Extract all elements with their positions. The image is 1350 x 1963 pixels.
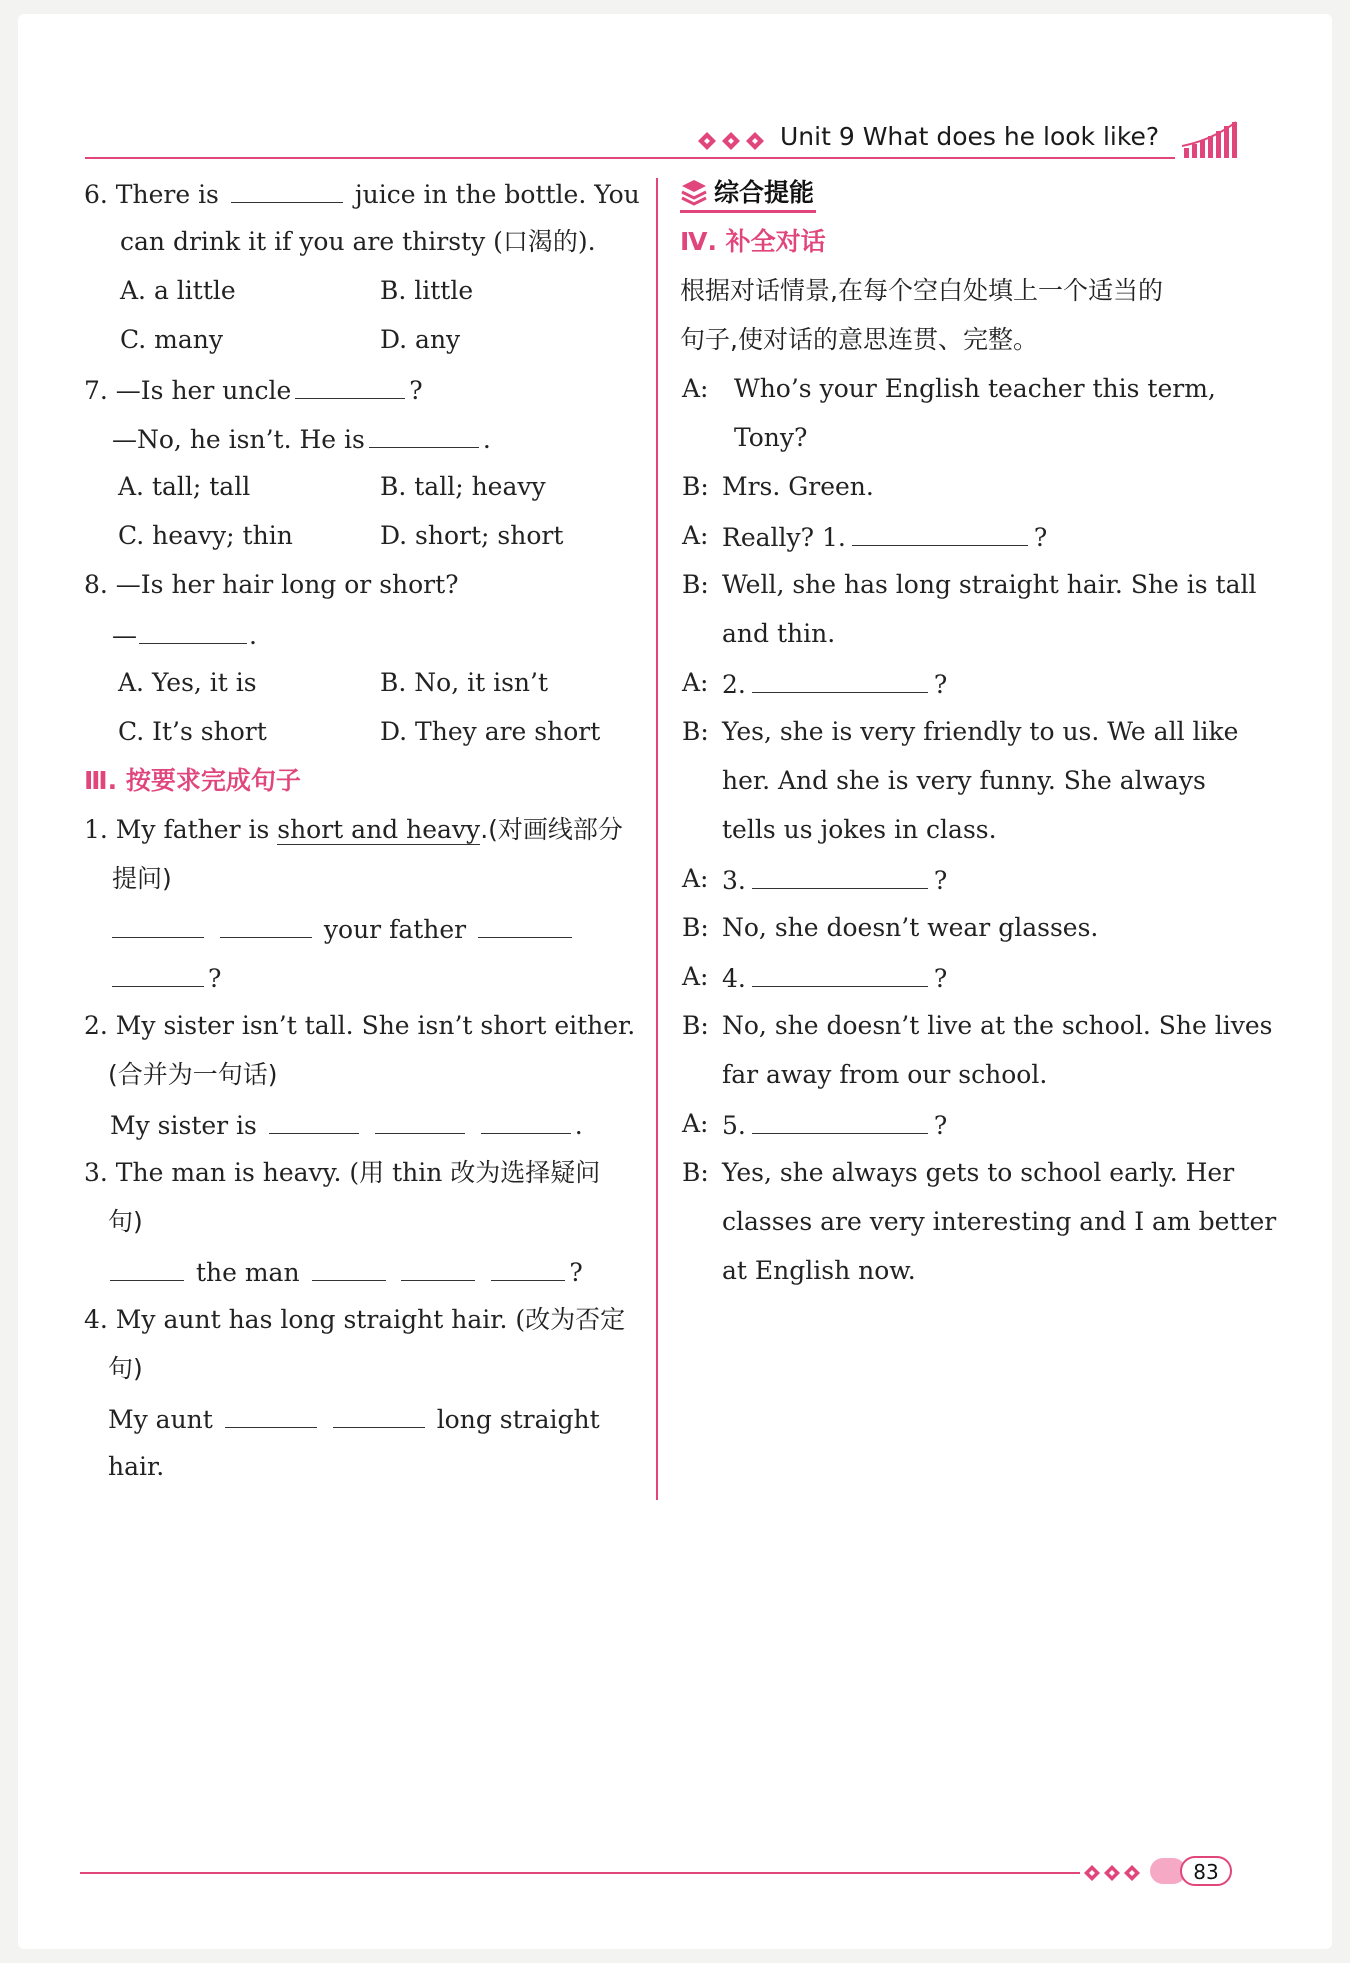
s3-item3-line1 [84,1148,644,1197]
q8-options-cd [84,707,644,756]
s3-item3-blank-4[interactable] [491,1246,565,1281]
s3-item2-blank-1[interactable] [269,1099,359,1134]
dialog-b3-cont1 [680,756,1250,805]
arrows-right-icon [696,128,776,154]
q6-stem-line2 [84,217,644,266]
q6-option-c[interactable]: C. many [120,325,223,354]
s3-item2-answer-line [84,1099,644,1148]
speaker-a: A: [682,864,709,893]
s3-item2-line1 [84,1001,644,1050]
s3-item4-text: 4. My aunt has long straight hair. (改为否定 [84,1305,626,1334]
arrows-left-icon [1082,1862,1146,1884]
speaker-b: B: [682,472,709,501]
instruction-line2: 句子,使对话的意思连贯、完整。 [680,325,1038,354]
dialog-b4 [680,903,1250,952]
q7-qmark: ? [409,376,423,405]
speaker-b: B: [682,1158,709,1187]
s3-item1-line1 [84,805,644,854]
q8-period: . [249,621,257,650]
s3-item4-answer-line [84,1393,644,1442]
s3-item2-blank-2[interactable] [375,1099,465,1134]
speaker-b: B: [682,913,709,942]
dialog-a4 [680,854,1250,903]
s3-item4-line2 [84,1344,644,1393]
badge-row [680,168,1250,217]
q7-option-c[interactable]: C. heavy; thin [118,521,293,550]
section-3-title: Ⅲ. 按要求完成句子 [84,766,301,795]
q8-option-d[interactable]: D. They are short [380,717,601,746]
q8-stem-line1 [84,560,644,609]
unit-title: Unit 9 What does he look like? [780,122,1160,151]
s3-item1-blank-4[interactable] [112,952,204,987]
dialog-b2-cont [680,609,1250,658]
q7-stem-line2 [84,413,644,462]
s3-item1-qmark: ? [208,964,222,993]
q7-options-cd [84,511,644,560]
s3-item2-prefix: My sister is [110,1111,257,1140]
q6-stem-line1 [84,168,644,217]
q6-options-ab [84,266,644,315]
speaker-b: B: [682,717,709,746]
s3-item4-end: hair. [108,1452,165,1481]
q8-options-ab [84,658,644,707]
s3-item1-blank-1[interactable] [112,903,204,938]
s3-item1-line2 [84,854,644,903]
dialog-a1-cont [680,413,1250,462]
speaker-a: A: [682,374,709,403]
dialog-blank-1[interactable] [852,511,1028,546]
s3-item4-line1 [84,1295,644,1344]
dialog-text: Tony? [734,423,808,452]
dialog-b6 [680,1148,1250,1197]
dialog-text: tells us jokes in class. [722,815,997,844]
dialog-text: and thin. [722,619,836,648]
s3-item1-mid: your father [323,915,467,944]
page-number-badge [1150,1856,1234,1886]
dialog-text: Yes, she always gets to school early. Her [722,1158,1235,1187]
page-number: 83 [1180,1856,1232,1886]
dialog-blank-3[interactable] [752,854,928,889]
dialog-text: her. And she is very funny. She always [722,766,1206,795]
q7-option-b[interactable]: B. tall; heavy [380,472,546,501]
s3-item1-text: 1. My father is [84,815,270,844]
s3-item4-blank-1[interactable] [225,1393,317,1428]
dialog-a6 [680,1099,1250,1148]
footer-rule [80,1872,1080,1874]
q8-stem-line2 [84,609,644,658]
header-rule [85,157,1175,159]
s3-item4-blank-2[interactable] [333,1393,425,1428]
speaker-a: A: [682,962,709,991]
dialog-b3 [680,707,1250,756]
q8-option-b[interactable]: B. No, it isn’t [380,668,548,697]
dialog-qmark: ? [933,866,948,895]
dialog-qmark: ? [933,670,948,699]
speaker-b: B: [682,1011,709,1040]
q7-option-d[interactable]: D. short; short [380,521,564,550]
dialog-b1 [680,462,1250,511]
s3-item4-instruction-cont: 句) [108,1354,143,1383]
dialog-text: classes are very interesting and I am better [722,1207,1277,1236]
s3-item3-answer-line [84,1246,644,1295]
page-header [0,100,1350,164]
dialog-text: 5. [722,1111,746,1140]
dialog-text: far away from our school. [722,1060,1048,1089]
s3-item3-blank-2[interactable] [312,1246,386,1281]
s3-item1-blank-3[interactable] [478,903,572,938]
q8-option-c[interactable]: C. It’s short [118,717,267,746]
q6-stem-start: 6. There is [84,180,219,209]
dialog-qmark: ? [1033,523,1048,552]
speaker-a: A: [682,521,709,550]
right-column [680,168,1277,1295]
badge-label: 综合提能 [714,178,815,207]
dialog-text: Yes, she is very friendly to us. We all like [722,717,1239,746]
s3-item1-blank-2[interactable] [220,903,312,938]
dialog-qmark: ? [933,964,948,993]
instruction-line1: 根据对话情景,在每个空白处填上一个适当的 [680,276,1163,305]
dialog-text: 2. [722,670,746,699]
speaker-a: A: [682,668,709,697]
q7-blank-1[interactable] [295,364,405,399]
q6-options-cd [84,315,644,364]
s3-item2-instruction: (合并为一句话) [108,1060,278,1089]
left-column [84,168,644,1491]
dialog-b3-cont2 [680,805,1250,854]
q7-period: . [482,425,491,454]
dialog-blank-4[interactable] [752,952,928,987]
s3-item1-instruction-cont: 提问) [112,864,172,893]
column-divider [656,178,658,1500]
s3-item1-instruction: .(对画线部分 [480,815,623,844]
s3-item1-answer-line [84,903,644,952]
dialog-a2 [680,511,1250,560]
s3-item1-underlined: short and heavy [277,815,481,844]
dialog-text: No, she doesn’t live at the school. She lives [722,1011,1273,1040]
s3-item4-suffix: long straight [436,1405,600,1434]
dialog-text: Who’s your English teacher this term, [734,374,1216,403]
s3-item3-mid: the man [195,1258,300,1287]
dialog-text: Really? 1. [722,523,846,552]
s3-item3-qmark: ? [569,1258,583,1287]
s3-item3-blank-3[interactable] [401,1246,475,1281]
s3-item1-answer-line2 [84,952,644,1001]
s3-item2-period: . [574,1111,583,1140]
q7-blank-2[interactable] [369,413,479,448]
q7-option-a[interactable]: A. tall; tall [118,472,251,501]
dialog-qmark: ? [933,1111,948,1140]
dialog-a5 [680,952,1250,1001]
s3-item2-blank-3[interactable] [481,1099,571,1134]
q7-stem-line1 [84,364,644,413]
dialog-b6-cont2 [680,1246,1250,1295]
s3-item3-instruction-cont: 句) [108,1207,143,1236]
s3-item4-prefix: My aunt [108,1405,213,1434]
speaker-b: B: [682,570,709,599]
stacked-books-icon [680,180,708,206]
dialog-b5 [680,1001,1273,1050]
dialog-a1 [680,364,1250,413]
s3-item3-line2 [84,1197,644,1246]
speaker-a: A: [682,1109,709,1138]
q8-option-a[interactable]: A. Yes, it is [118,668,257,697]
q6-option-b[interactable]: B. little [380,276,474,305]
s3-item2-text: 2. My sister isn’t tall. She isn’t short either. [84,1011,636,1040]
q6-option-a[interactable]: A. a little [120,276,236,305]
section-4-title: Ⅳ. 补全对话 [680,227,826,256]
q8-stem-a: 8. —Is her hair long or short? [84,570,459,599]
q8-blank[interactable] [139,609,247,644]
s3-item2-line2 [84,1050,644,1099]
q6-blank[interactable] [231,168,343,203]
q6-stem-cont: can drink it if you are thirsty (口渴的). [120,227,596,256]
dialog-b6-cont1 [680,1197,1277,1246]
comprehensive-badge [680,176,816,213]
dialog-text: No, she doesn’t wear glasses. [722,913,1099,942]
dialog-text: 3. [722,866,746,895]
s3-item3-text: 3. The man is heavy. (用 thin 改为选择疑问 [84,1158,601,1187]
dialog-text: at English now. [722,1256,916,1285]
dialog-text: Mrs. Green. [722,472,874,501]
dialog-b5-cont [680,1050,1250,1099]
dialog-text: 4. [722,964,746,993]
dialog-blank-5[interactable] [752,1099,928,1134]
q7-stem-a: 7. —Is her uncle [84,376,292,405]
s3-item3-blank-1[interactable] [110,1246,184,1281]
q7-options-ab [84,462,644,511]
q6-option-d[interactable]: D. any [380,325,461,354]
dialog-blank-2[interactable] [752,658,928,693]
signal-bars-icon [1182,120,1240,160]
q6-stem-end: juice in the bottle. You [354,180,640,209]
q8-dash: — [112,621,137,650]
dialog-b2 [680,560,1257,609]
q7-stem-b: —No, he isn’t. He is [112,425,365,454]
dialog-text: Well, she has long straight hair. She is tall [722,570,1257,599]
s3-item4-answer-line2 [84,1442,644,1491]
dialog-a3 [680,658,1250,707]
